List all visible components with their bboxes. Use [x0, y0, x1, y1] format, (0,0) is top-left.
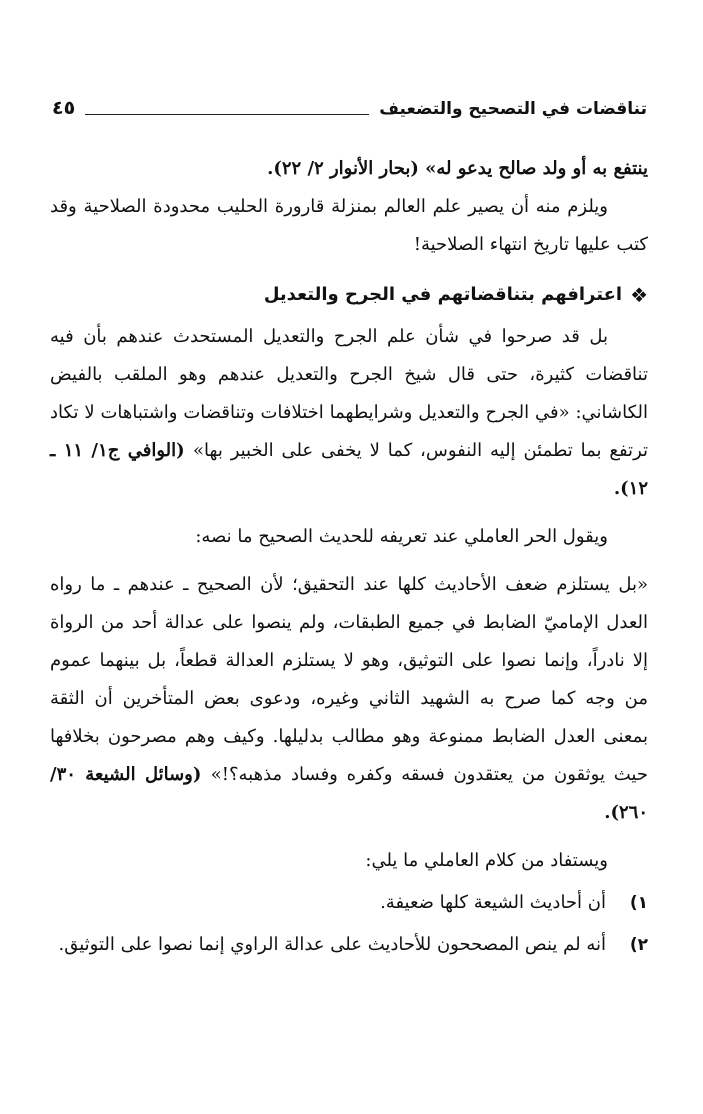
page-body — [50, 150, 648, 964]
quote-text: «بل يستلزم ضعف الأحاديث كلها عند التحقيق؛ لأن الصحيح ـ عندهم ـ ما رواه العدل الإماميّ الضابط في جميع الطبقات، ولم ينصوا على عدالة أحد من الرواة إلا نادراً، وإنما نصوا على التوثيق، وهو لا يستلزم العدالة قطعاً، بل بينهما عموم من وجه كما صرح به الشهيد الثاني وغيره، ودعوى بعض المتأخرين أن الثقة بمعنى العدل الضابط ممنوعة وهو مطالب بدليلها. وكيف وهم مصرحون بخلافها حيث يوثقون من يعتقدون فسقه وكفره وفساد مذهبه؟!» — [50, 574, 648, 785]
section-heading-text: اعترافهم بتناقضاتهم في الجرح والتعديل — [263, 284, 623, 305]
list-item-1 — [50, 884, 648, 922]
paragraph-3-reference: (الوافي ج١/ ١١ ـ ١٢). — [50, 440, 648, 499]
section-heading — [50, 276, 648, 314]
paragraph-1-text: ينتفع به أو ولد صالح يدعو له» — [425, 158, 648, 179]
quote-reference: (وسائل الشيعة ٣٠/ ٢٦٠). — [50, 764, 648, 823]
quote-paragraph — [50, 566, 648, 832]
list-item-2 — [50, 926, 648, 964]
list-item-1-number: ١) — [629, 893, 648, 913]
paragraph-1-reference: (بحار الأنوار ٢/ ٢٢). — [267, 158, 426, 179]
list-item-2-text: أنه لم ينص المصححون للأحاديث على عدالة الراوي إنما نصوا على التوثيق. — [58, 934, 606, 955]
header-rule — [85, 114, 369, 115]
paragraph-1 — [50, 150, 648, 188]
list-item-2-number: ٢) — [629, 935, 648, 955]
diamond-ornament-icon: ❖ — [630, 283, 648, 307]
paragraph-3-text: بل قد صرحوا في شأن علم الجرح والتعديل المستحدث عندهم بأن فيه تناقضات كثيرة، حتى قال شيخ الجرح والتعديل عندهم وهو الملقب بالفيض الكاشاني: «في الجرح والتعديل وشرايطهما اختلافات وتناقضات واشتباهات لا تكاد ترتفع بما تطمئن إليه النفوس، كما لا يخفى على الخبير بها» — [50, 326, 649, 461]
paragraph-3 — [50, 318, 648, 508]
paragraph-4: ويقول الحر العاملي عند تعريفه للحديث الصحيح ما نصه: — [195, 526, 608, 547]
list-item-1-text: أن أحاديث الشيعة كلها ضعيفة. — [380, 892, 606, 913]
paragraph-6: ويستفاد من كلام العاملي ما يلي: — [365, 850, 608, 871]
page-number: ٤٥ — [52, 97, 76, 119]
paragraph-2: ويلزم منه أن يصير علم العالم بمنزلة قارورة الحليب محدودة الصلاحية وقد كتب عليها تاريخ انتهاء الصلاحية! — [50, 196, 648, 255]
running-title: تناقضات في التصحيح والتضعيف — [379, 99, 647, 119]
page-header — [52, 88, 647, 118]
